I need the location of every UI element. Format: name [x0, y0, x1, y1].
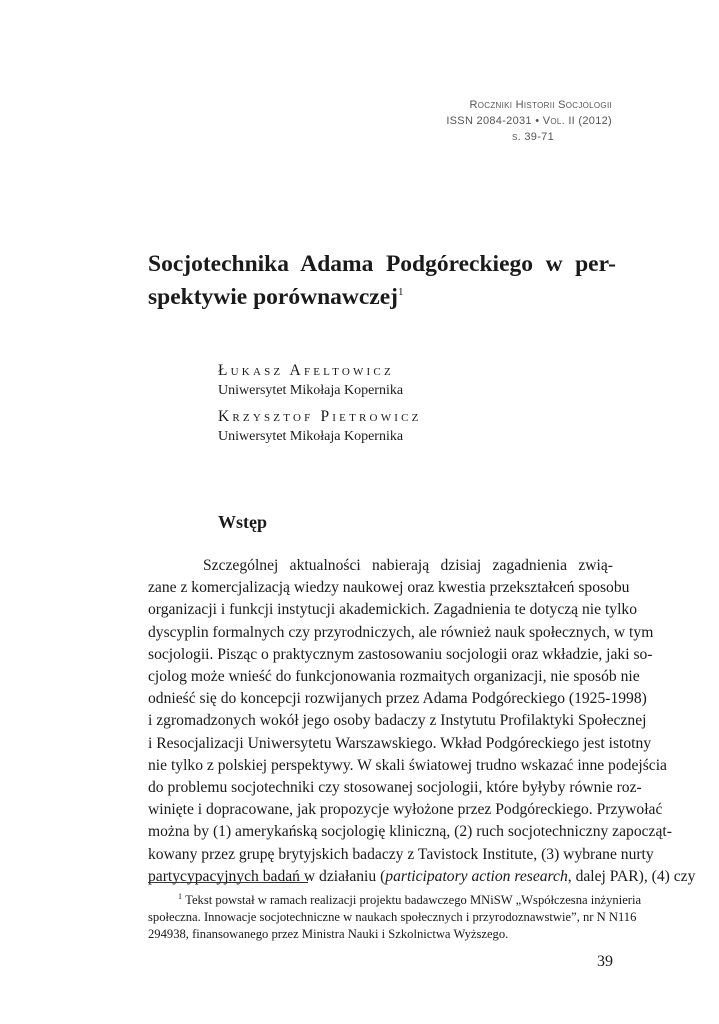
footnote-text: Tekst powstał w ramach realizacji projektu badawczego MNiSW „Współczesna inżynieria — [185, 893, 642, 908]
author-name: Krzysztof Pietrowicz — [218, 408, 422, 425]
body-line: do problemu socjotechniki czy stosowanej socjologii, które byłyby równie roz- — [148, 779, 642, 797]
body-line: cjolog może wnieść do funkcjonowania rozmaitych organizacji, nie sposób nie — [148, 668, 640, 686]
journal-issn: ISSN 2084-2031 • Vol. II (2012) — [446, 115, 612, 127]
journal-pages: s. 39-71 — [512, 131, 554, 143]
article-title — [148, 250, 616, 311]
body-line: nie tylko z polskiej perspektywy. W skali światowej trudno wskazać inne podejścia — [148, 756, 667, 774]
body-line: odnieść się do koncepcji rozwijanych przez Adama Podgóreckiego (1925-1998) — [148, 690, 647, 708]
body-text-segment: partycypacyjnych badań w działaniu ( — [148, 867, 386, 885]
author-affiliation: Uniwersytet Mikołaja Kopernika — [218, 429, 404, 444]
title-line-2: spektywie porównawczej — [148, 283, 398, 310]
footnote-line: 294938, finansowanego przez Ministra Nauki i Szkolnictwa Wyższego. — [148, 927, 509, 942]
author-affiliation: Uniwersytet Mikołaja Kopernika — [218, 383, 404, 398]
title-footnote-mark[interactable]: 1 — [397, 286, 404, 298]
body-line: zane z komercjalizacją wiedzy naukowej oraz kwestia przekształceń sposobu — [148, 579, 630, 597]
body-line: i Resocjalizacji Uniwersytetu Warszawskiego. Wkład Podgóreckiego jest istotny — [148, 734, 652, 752]
body-italic-term: participatory action research — [385, 867, 568, 885]
footnote-line: społeczna. Innowacje socjotechniczne w naukach społecznych i przyrodoznawstwie”, nr N N116 — [148, 910, 637, 925]
body-line: dyscyplin formalnych czy przyrodniczych, ale również nauk społecznych, w tym — [148, 623, 654, 641]
footnote-divider — [148, 882, 308, 883]
footnote-line — [148, 888, 642, 909]
section-heading: Wstęp — [218, 512, 267, 532]
journal-name: Roczniki Historii Socjologii — [469, 99, 612, 111]
body-line: można by (1) amerykańską socjologię kliniczną, (2) ruch socjotechniczny zapocząt- — [148, 823, 672, 841]
title-line-1: Socjotechnika Adama Podgóreckiego w per- — [148, 251, 616, 277]
body-line: kowany przez grupę brytyjskich badaczy z Tavistock Institute, (3) wybrane nurty — [148, 845, 654, 863]
page-number: 39 — [597, 953, 613, 970]
body-line: organizacji i funkcji instytucji akademickich. Zagadnienia te dotyczą nie tylko — [148, 601, 638, 619]
footnote — [148, 888, 642, 943]
body-line: Szczególnej aktualności nabierają dzisiaj zagadnienia zwią- — [203, 557, 613, 574]
author-name: Łukasz Afeltowicz — [218, 362, 394, 379]
author-block — [218, 361, 618, 453]
body-line: socjologii. Pisząc o praktycznym zastosowaniu socjologii oraz wkładzie, jaki so- — [148, 645, 653, 663]
journal-header — [312, 97, 612, 145]
body-line-last — [148, 866, 696, 888]
body-line: winięte i dopracowane, jak propozycje wyłożone przez Podgóreckiego. Przywołać — [148, 801, 663, 819]
body-text-segment: , dalej PAR), (4) czy — [567, 867, 696, 885]
body-paragraph — [148, 555, 696, 888]
footnote-mark: 1 — [178, 892, 182, 901]
body-line: i zgromadzonych wokół jego osoby badaczy z Instytutu Profilaktyki Społecznej — [148, 712, 647, 730]
